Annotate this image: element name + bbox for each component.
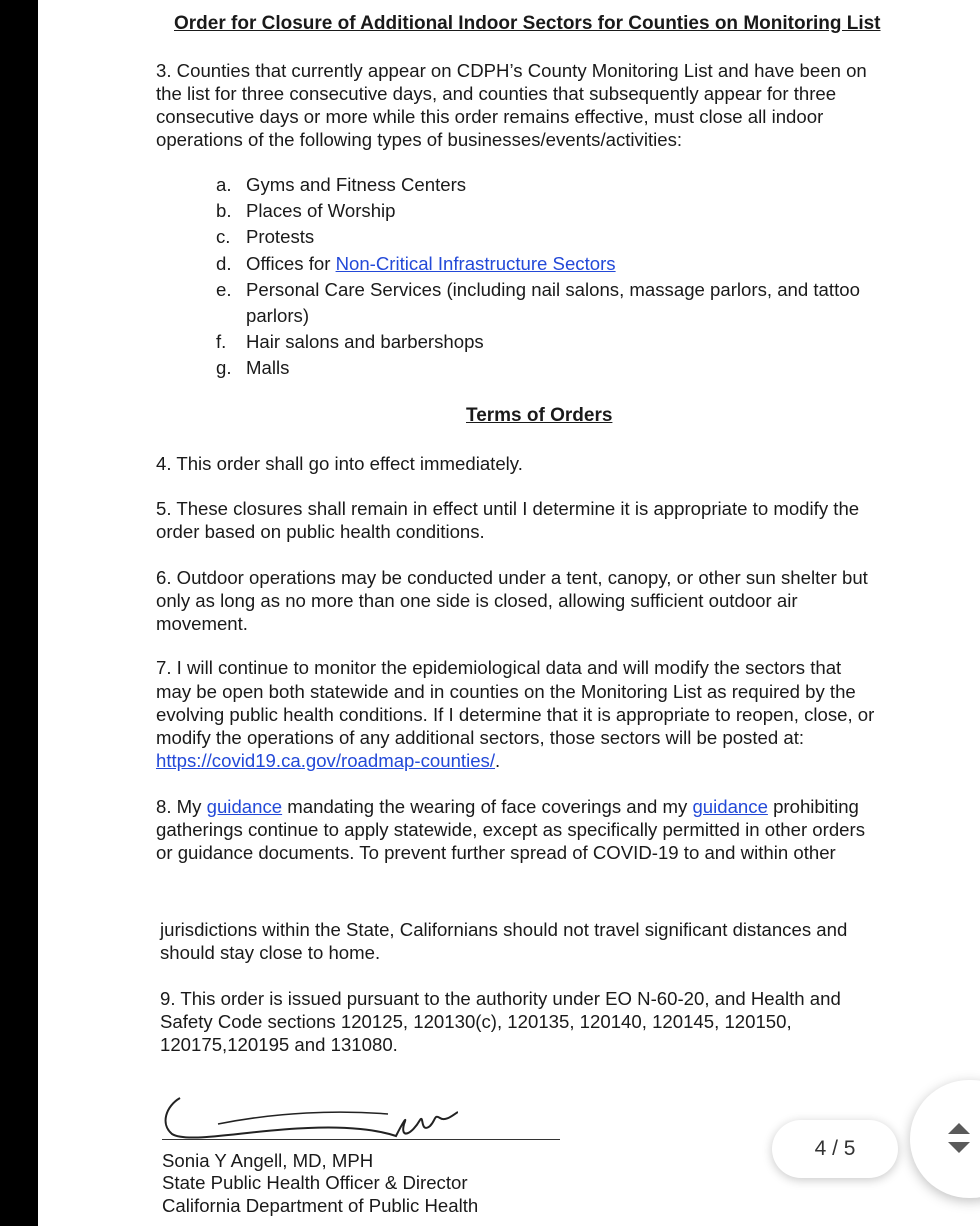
gatherings-guidance-link[interactable]: guidance [692,796,768,817]
list-item [216,200,396,223]
para-8-cont-line-2: should stay close to home. [160,942,381,963]
para-9-line-3: 120175,120195 and 131080. [160,1034,398,1055]
para-8-line-1 [156,796,859,819]
para-7-line-1: 7. I will continue to monitor the epidemiological data and will modify the sectors that [156,657,842,678]
para-9-line-2: Safety Code sections 120125, 120130(c), 120135, 120140, 120145, 120150, [160,1011,792,1032]
list-item [216,331,484,354]
list-marker: d. [216,253,232,274]
list-text: Hair salons and barbershops [246,331,484,352]
para-7-line-3: evolving public health conditions. If I determine that it is appropriate to reopen, close, or [156,704,875,725]
para-6-line-1: 6. Outdoor operations may be conducted under a tent, canopy, or other sun shelter but [156,567,868,588]
para-3-line-3: consecutive days or more while this order remains effective, must close all indoor [156,106,824,127]
list-item [216,279,860,302]
para-3-line-2: the list for three consecutive days, and counties that subsequently appear for three [156,83,837,104]
up-down-arrows-icon [946,1120,972,1156]
para-5-line-2: order based on public health conditions. [156,521,485,542]
list-marker: b. [216,200,232,221]
para-8-line-2: gatherings continue to apply statewide, except as specifically permitted in other orders [156,819,866,840]
link-tail: . [495,750,501,771]
list-marker: g. [216,357,232,378]
list-text: Protests [246,226,315,247]
order-title: Order for Closure of Additional Indoor Sectors for Counties on Monitoring List [174,13,881,34]
list-marker: a. [216,174,232,195]
signatory-name: Sonia Y Angell, MD, MPH [162,1150,374,1171]
para-5-line-1: 5. These closures shall remain in effect until I determine it is appropriate to modify the [156,498,860,519]
para-8-text: prohibiting [767,796,859,817]
signature-image [158,1084,458,1154]
left-black-bar [0,0,38,1226]
para-4: 4. This order shall go into effect immediately. [156,453,523,474]
signatory-org: California Department of Public Health [162,1195,479,1216]
list-item [216,226,314,249]
para-6-line-2: only as long as no more than one side is closed, allowing sufficient outdoor air [156,590,798,611]
para-8-cont-line-1: jurisdictions within the State, Californians should not travel significant distances and [160,919,848,940]
para-8-line-3: or guidance documents. To prevent further spread of COVID-19 to and within other [156,842,836,863]
para-7-line-5 [156,750,500,773]
list-text: Personal Care Services (including nail salons, massage parlors, and tattoo [246,279,860,300]
non-critical-sectors-link[interactable]: Non-Critical Infrastructure Sectors [335,253,616,274]
para-6-line-3: movement. [156,613,248,634]
para-7-line-4: modify the operations of any additional sectors, those sectors will be posted at: [156,727,805,748]
list-text: Gyms and Fitness Centers [246,174,467,195]
para-3-line-1: 3. Counties that currently appear on CDPH’s County Monitoring List and have been on [156,60,867,81]
terms-heading: Terms of Orders [466,405,613,426]
list-item-continuation: parlors) [246,305,310,326]
list-marker: c. [216,226,231,247]
list-marker: e. [216,279,232,300]
page-indicator: 4 / 5 [772,1120,898,1178]
list-item [216,253,616,276]
para-3-line-4: operations of the following types of businesses/events/activities: [156,129,683,150]
para-8-text: 8. My [156,796,207,817]
signatory-role: State Public Health Officer & Director [162,1172,468,1193]
roadmap-counties-link[interactable]: https://covid19.ca.gov/roadmap-counties/ [156,750,496,771]
list-text: Offices for [246,253,336,274]
list-text: Places of Worship [246,200,396,221]
para-7-line-2: may be open both statewide and in counties on the Monitoring List as required by the [156,681,856,702]
face-covering-guidance-link[interactable]: guidance [206,796,283,817]
signature-line [162,1139,560,1140]
list-item [216,357,289,380]
document-page [38,0,980,1226]
para-9-line-1: 9. This order is issued pursuant to the authority under EO N-60-20, and Health and [160,988,841,1009]
list-text: Malls [246,357,290,378]
list-item [216,174,466,197]
list-marker: f. [216,331,227,352]
para-8-text: mandating the wearing of face coverings and my [282,796,693,817]
